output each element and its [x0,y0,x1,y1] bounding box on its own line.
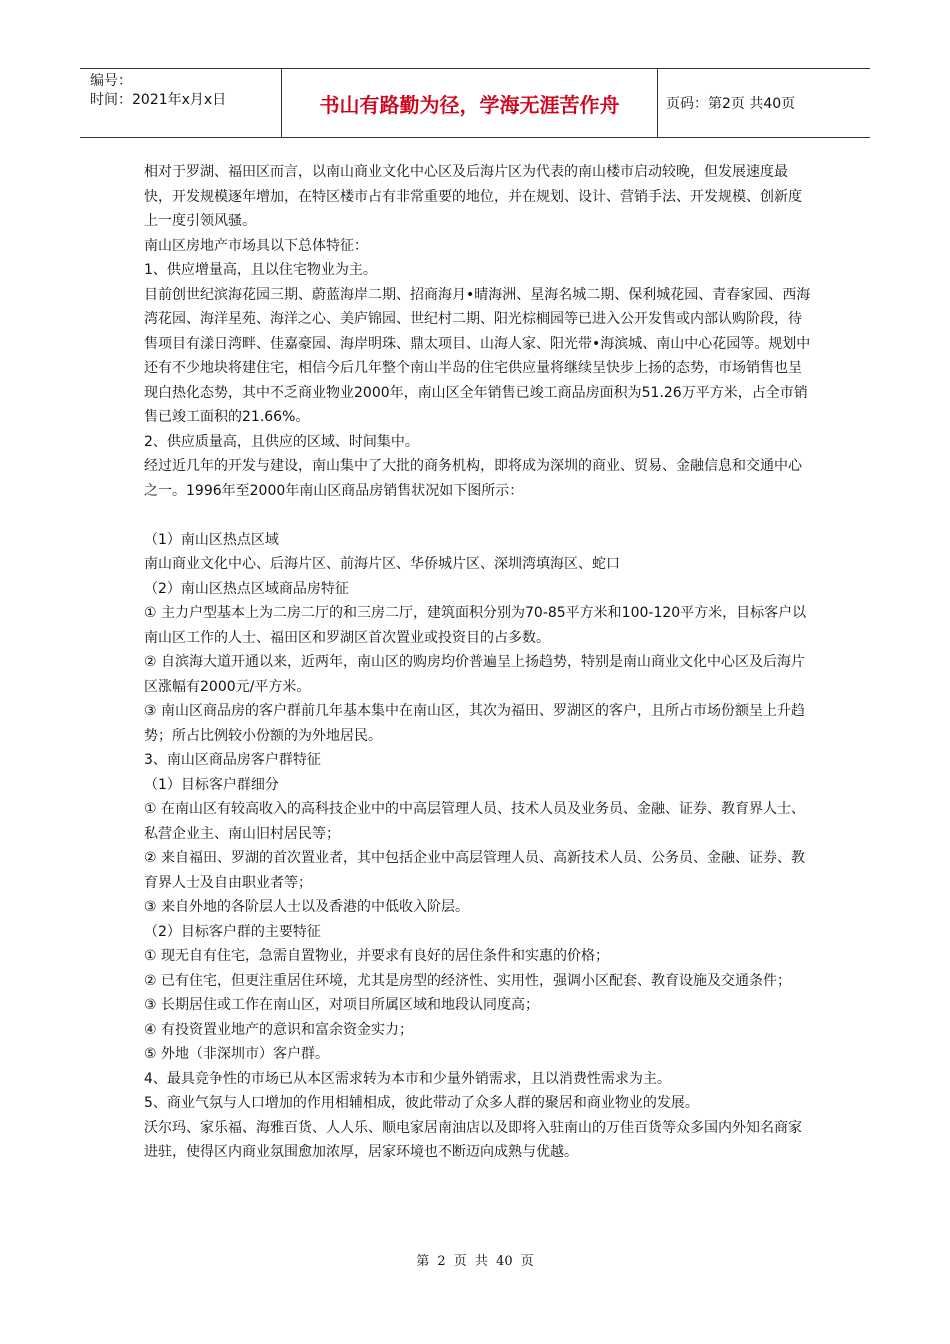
paragraph: ④ 有投资置业地产的意识和富余资金实力； [144,1021,413,1038]
paragraph: ⑤ 外地（非深圳市）客户群。 [144,1046,330,1062]
page-header [80,68,870,138]
paragraph: 3、南山区商品房客户群特征 [144,752,321,768]
paragraph: 5、商业气氛与人口增加的作用相辅相成，彼此带动了众多人群的聚居和商业物业的发展。 [144,1095,699,1111]
document-body [144,160,814,1165]
paragraph: ① 现无自有住宅，急需自置物业，并要求有良好的居住条件和实惠的价格； [144,948,609,964]
number-label: 编号： [90,73,132,89]
header-meta [80,69,282,137]
paragraph: （1）南山区热点区域 [144,531,279,548]
paragraph: ③ 长期居住或工作在南山区，对项目所属区域和地段认同度高； [144,997,539,1013]
paragraph: 目前创世纪滨海花园三期、蔚蓝海岸二期、招商海月•晴海洲、星海名城二期、保利城花园、青春家园、西海湾花园、海洋星苑、海洋之心、美庐锦园、世纪村二期、阳光棕榈园等已进入公开发售或内部认购阶段，待售项目有漾日湾畔、佳嘉豪园、海岸明珠、鼎太项目、山海人家、阳光带•海滨城、南山中心花园等。规划中还有不少地块将建住宅，相信今后几年整个南山半岛的住宅供应量将继续呈快步上扬的态势，市场销售也呈现白热化态势，其中不乏商业物业2000年，南山区全年销售已竣工商品房面积为51.26万平方米，占全市销售已竣工面积的21.66%。 [144,286,811,425]
header-motto: 书山有路勤为径，学海无涯苦作舟 [282,69,658,137]
paragraph: 1、供应增量高，且以住宅物业为主。 [144,262,377,278]
paragraph: ③ 来自外地的各阶层人士以及香港的中低收入阶层。 [144,899,469,915]
paragraph: ② 来自福田、罗湖的首次置业者，其中包括企业中高层管理人员、高新技术人员、公务员、金融、证券、教育界人士及自由职业者等； [144,850,805,891]
page-footer: 第 2 页 共 40 页 [416,1254,534,1269]
paragraph: 经过近几年的开发与建设，南山集中了大批的商务机构，即将成为深圳的商业、贸易、金融信息和交通中心之一。1996年至2000年南山区商品房销售状况如下图所示： [144,458,802,499]
paragraph: 南山商业文化中心、后海片区、前海片区、华侨城片区、深圳湾填海区、蛇口 [144,556,620,572]
blank-line [144,503,814,528]
paragraph: 4、最具竞争性的市场已从本区需求转为本市和少量外销需求，且以消费性需求为主。 [144,1070,671,1087]
paragraph: ② 已有住宅，但更注重居住环境，尤其是房型的经济性、实用性，强调小区配套、教育设施及交通条件； [144,972,791,989]
paragraph: 沃尔玛、家乐福、海雅百货、人人乐、顺电家居南油店以及即将入驻南山的万佳百货等众多国内外知名商家进驻，使得区内商业氛围愈加浓厚，居家环境也不断迈向成熟与优越。 [144,1119,802,1160]
paragraph: 相对于罗湖、福田区而言，以南山商业文化中心区及后海片区为代表的南山楼市启动较晚，但发展速度最快，开发规模逐年增加，在特区楼市占有非常重要的地位，并在规划、设计、营销手法、开发规模、创新度上一度引领风骚。 [144,164,802,229]
paragraph: 南山区房地产市场具以下总体特征： [144,237,368,254]
paragraph: 2、供应质量高，且供应的区域、时间集中。 [144,433,419,450]
time-line: 时间：2021年x月x日 [90,92,227,108]
paragraph: ③ 南山区商品房的客户群前几年基本集中在南山区，其次为福田、罗湖区的客户，且所占市场份额呈上升趋势；所占比例较小份额的为外地居民。 [144,703,805,744]
paragraph: （2）南山区热点区域商品房特征 [144,580,349,597]
paragraph: ② 自滨海大道开通以来，近两年，南山区的购房均价普遍呈上扬趋势，特别是南山商业文化中心区及后海片区涨幅有2000元/平方米。 [144,654,805,695]
paragraph: ① 在南山区有较高收入的高科技企业中的中高层管理人员、技术人员及业务员、金融、证券、教育界人士、私营企业主、南山旧村居民等； [144,801,805,842]
paragraph: （1）目标客户群细分 [144,776,279,793]
paragraph: （2）目标客户群的主要特征 [144,923,321,940]
header-page-info: 页码：第2页 共40页 [666,96,796,112]
paragraph: ① 主力户型基本上为二房二厅的和三房二厅，建筑面积分别为70-85平方米和100-120平方米，目标客户以南山区工作的人士、福田区和罗湖区首次置业或投资目的占多数。 [144,605,807,646]
